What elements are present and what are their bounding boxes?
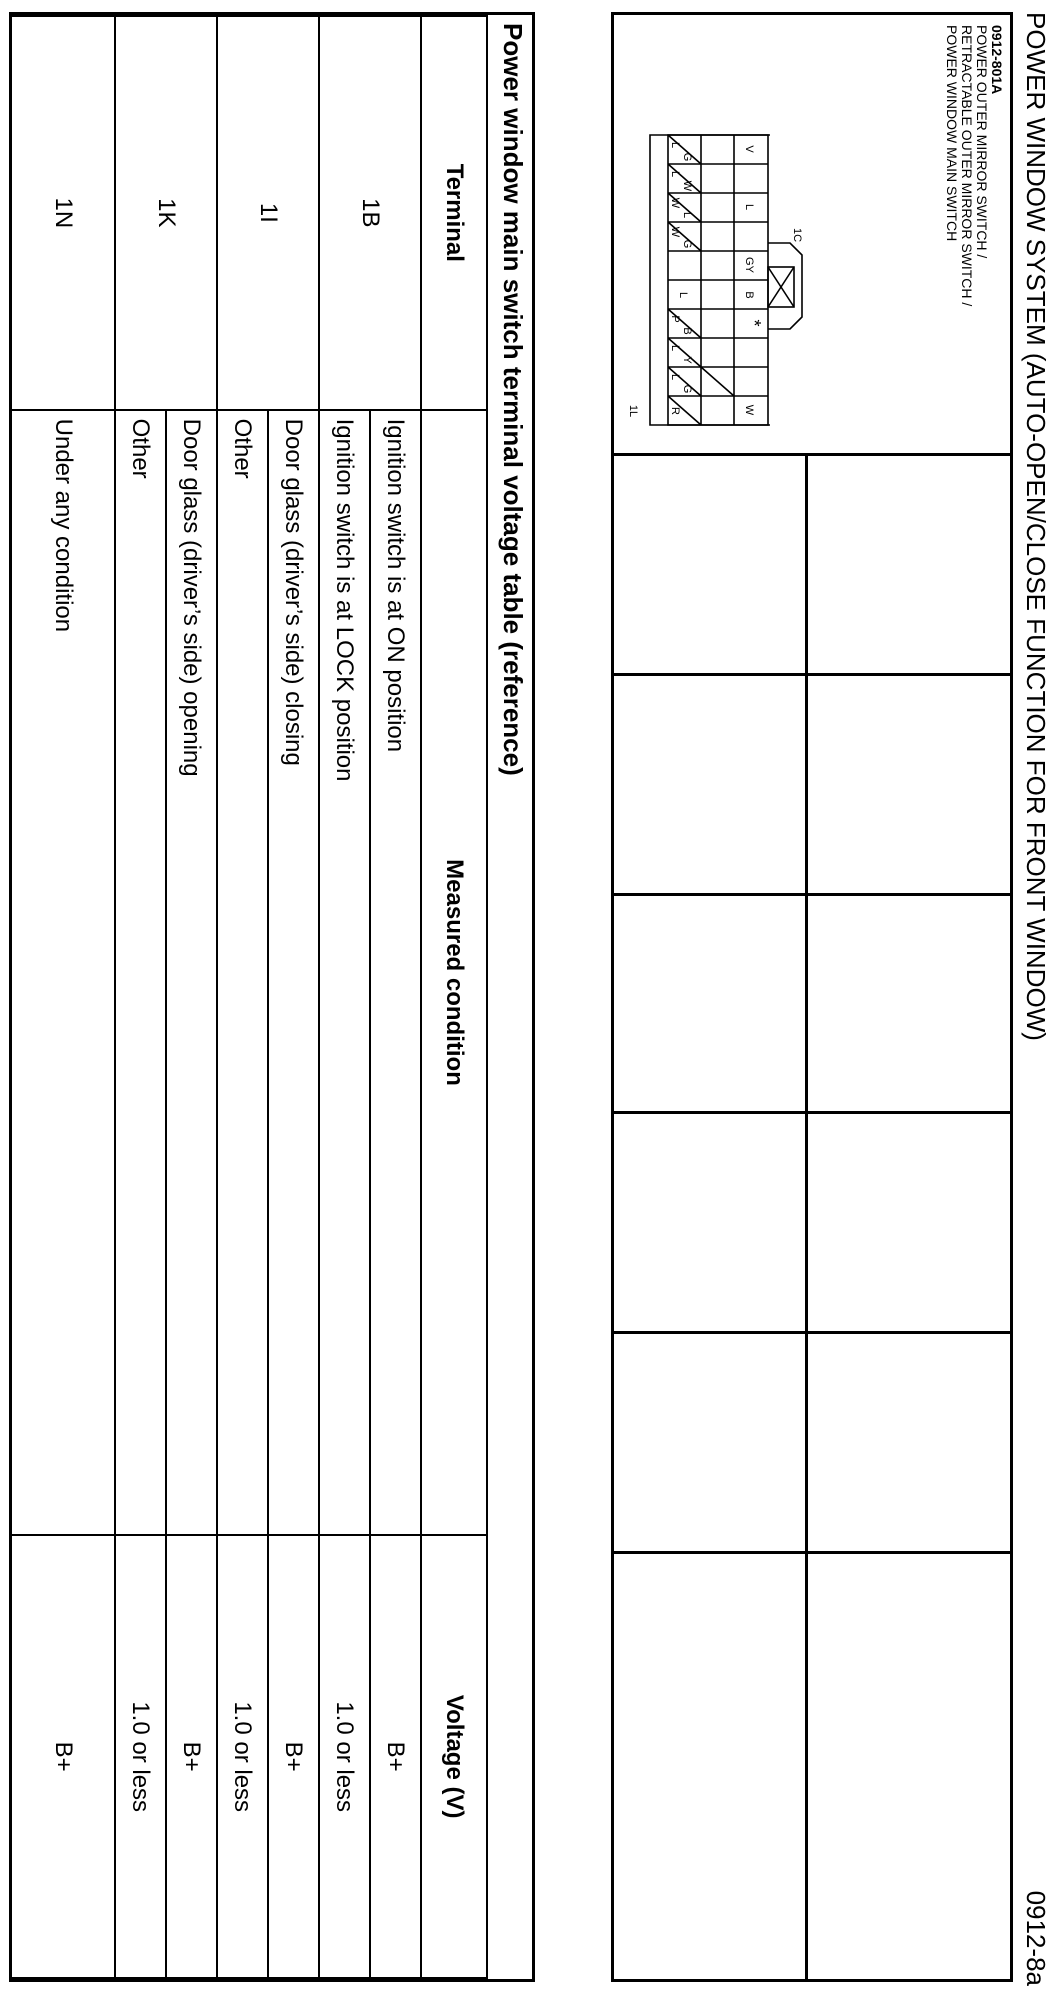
grid-line xyxy=(614,673,1010,676)
wire-color-label: L xyxy=(669,344,681,352)
page-title: POWER WINDOW SYSTEM (AUTO-OPEN/CLOSE FUNCTION FOR FRONT WINDOW) xyxy=(1021,12,1051,1041)
connector-name-2: RETRACTABLE OUTER MIRROR SWITCH / xyxy=(959,25,975,307)
header-terminal: Terminal xyxy=(421,16,487,410)
voltage-cell: B+ xyxy=(11,1535,115,1978)
grid-line xyxy=(614,1331,1010,1334)
condition-cell: Door glass (driver’s side) closing xyxy=(268,410,319,1536)
wire-color-label: L xyxy=(669,373,681,381)
connector-latch xyxy=(768,243,802,329)
terminal-cell: 1B xyxy=(319,16,421,410)
condition-cell: Other xyxy=(115,410,166,1536)
wire-color-label: L xyxy=(677,291,689,299)
wire-color-label: B xyxy=(681,327,693,335)
wire-color-label: L xyxy=(743,203,755,211)
wire-color-label: L xyxy=(669,141,681,149)
wire-color-label: W xyxy=(743,404,755,416)
terminal-label-1c: 1C xyxy=(791,227,803,243)
terminal-cell: 1K xyxy=(115,16,217,410)
grid-line xyxy=(805,453,808,1979)
condition-cell: Under any condition xyxy=(11,410,115,1536)
table-row xyxy=(11,16,115,1978)
connector-name-3: POWER WINDOW MAIN SWITCH xyxy=(944,25,960,242)
wire-color-label: V xyxy=(743,145,755,153)
voltage-cell: B+ xyxy=(370,1535,421,1978)
wire-color-label: B xyxy=(743,291,755,299)
connector-name-1: POWER OUTER MIRROR SWITCH / xyxy=(974,25,990,259)
voltage-table-section xyxy=(9,12,535,1982)
connector-diagram-grid xyxy=(611,12,1013,1982)
voltage-table-title: Power window main switch terminal voltage table (reference) xyxy=(498,23,528,776)
condition-cell: Door glass (driver’s side) opening xyxy=(166,410,217,1536)
grid-line xyxy=(614,1111,1010,1114)
wire-color-label: G xyxy=(681,239,693,249)
connector-labels xyxy=(944,25,1004,306)
condition-cell: Ignition switch is at ON position xyxy=(370,410,421,1536)
table-row xyxy=(166,16,217,1978)
wire-color-label: W xyxy=(669,226,681,238)
voltage-cell: 1.0 or less xyxy=(115,1535,166,1978)
voltage-cell: 1.0 or less xyxy=(217,1535,268,1978)
condition-cell: Other xyxy=(217,410,268,1536)
connector-face-diagram xyxy=(627,115,920,445)
voltage-cell: B+ xyxy=(166,1535,217,1978)
voltage-table xyxy=(10,15,488,1979)
voltage-cell: B+ xyxy=(268,1535,319,1978)
table-row xyxy=(370,16,421,1978)
terminal-label-1l: 1L xyxy=(627,404,639,418)
header-condition: Measured condition xyxy=(421,410,487,1536)
header-voltage: Voltage (V) xyxy=(421,1535,487,1978)
connector-key-mark: * xyxy=(744,319,764,327)
wire-color-label: L xyxy=(669,170,681,178)
connector-code: 0912-801A xyxy=(989,25,1005,95)
wire-color-label: R xyxy=(669,407,681,415)
wire-color-label: L xyxy=(681,211,693,219)
condition-cell: Ignition switch is at LOCK position xyxy=(319,410,370,1536)
grid-line xyxy=(614,1551,1010,1554)
table-row xyxy=(268,16,319,1978)
wire-color-label: G xyxy=(681,152,693,162)
wire-color-label: W xyxy=(669,197,681,209)
wire-color-label: G xyxy=(681,384,693,394)
grid-line xyxy=(614,893,1010,896)
wire-color-label: W xyxy=(681,180,693,192)
terminal-cell: 1I xyxy=(217,16,319,410)
table-header-row xyxy=(421,16,487,1978)
terminal-cell: 1N xyxy=(11,16,115,410)
wire-color-label: GY xyxy=(743,257,755,273)
page-number: 0912-8a xyxy=(1021,1890,1051,1986)
wire-color-label: P xyxy=(669,315,681,323)
wire-color-label: Y xyxy=(681,356,693,364)
grid-line xyxy=(614,453,1010,456)
voltage-cell: 1.0 or less xyxy=(319,1535,370,1978)
